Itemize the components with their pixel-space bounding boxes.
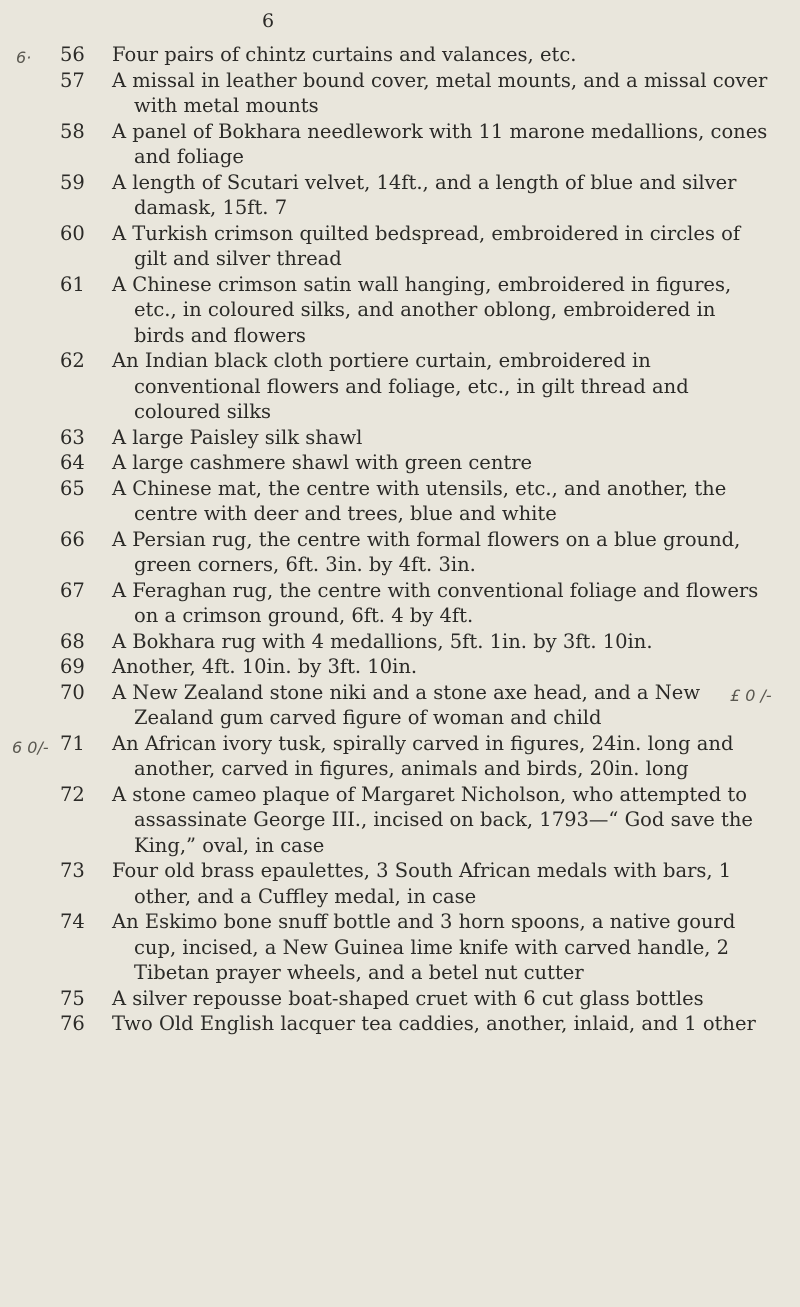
lot-entry	[60, 476, 780, 527]
lot-entry	[60, 680, 780, 731]
lot-text: An African ivory tusk, spirally carved in figures, 24in. long and another, carved in figures, animals and birds, 20in. long	[112, 731, 734, 780]
lot-text: A missal in leather bound cover, metal mounts, and a missal cover with metal mounts	[112, 68, 768, 117]
lot-description	[112, 450, 780, 476]
margin-note-71: £ 0 /-	[730, 686, 772, 705]
lot-number: 75	[60, 986, 85, 1010]
lot-text: A Chinese crimson satin wall hanging, embroidered in figures, etc., in coloured silks, and another oblong, embroidered in birds and flowers	[112, 272, 732, 347]
lot-text: A panel of Bokhara needlework with 11 marone medallions, cones and foliage	[112, 119, 768, 168]
lot-entry	[60, 578, 780, 629]
lot-entry	[60, 909, 780, 986]
lot-number: 56	[60, 43, 85, 66]
lot-entry	[60, 42, 780, 68]
margin-note-57: 6·	[16, 48, 32, 67]
lot-text: A large cashmere shawl with green centre	[112, 451, 533, 474]
lot-text: A Turkish crimson quilted bedspread, embroidered in circles of gilt and silver thread	[112, 221, 741, 270]
lot-number: 65	[60, 476, 85, 500]
lot-number: 63	[60, 425, 85, 449]
lot-text: A large Paisley silk shawl	[112, 425, 363, 449]
lot-description	[112, 527, 780, 578]
margin-note-72: 6 0/-	[12, 738, 49, 757]
lot-entry	[60, 450, 780, 476]
lot-entry	[60, 527, 780, 578]
lot-description	[112, 629, 780, 655]
lot-entry	[60, 654, 780, 680]
lot-number: 66	[60, 527, 85, 551]
lot-number: 61	[60, 272, 85, 296]
lot-description	[112, 782, 780, 859]
lot-number: 68	[60, 629, 85, 653]
lot-entry	[60, 221, 780, 272]
lot-description	[112, 42, 780, 68]
lot-text: Four pairs of chintz curtains and valances, etc.	[112, 43, 577, 66]
lot-text: A New Zealand stone niki and a stone axe head, and a New Zealand gum carved figure of woman and child	[112, 680, 701, 729]
lot-number: 74	[60, 910, 85, 933]
lot-entry	[60, 858, 780, 909]
lot-entry	[60, 629, 780, 655]
lot-description	[112, 476, 780, 527]
lot-description	[112, 578, 780, 629]
lot-entry	[60, 425, 780, 451]
lot-number: 64	[60, 451, 85, 474]
lot-entry	[60, 731, 780, 782]
lot-entry	[60, 782, 780, 859]
lot-entry	[60, 68, 780, 119]
lot-text: A length of Scutari velvet, 14ft., and a length of blue and silver damask, 15ft. 7	[112, 170, 737, 219]
lot-description	[112, 909, 780, 986]
lot-description	[112, 654, 780, 680]
lot-number: 71	[60, 731, 85, 755]
lot-entry	[60, 272, 780, 349]
lot-description	[112, 858, 780, 909]
lot-number: 60	[60, 221, 85, 245]
lot-entry	[60, 348, 780, 425]
lot-text: A silver repousse boat-shaped cruet with 6 cut glass bottles	[112, 986, 704, 1010]
lot-description	[112, 272, 780, 349]
lot-number: 72	[60, 782, 85, 806]
lot-list	[60, 42, 780, 1037]
lot-description	[112, 731, 780, 782]
lot-description	[112, 348, 780, 425]
lot-description	[112, 221, 780, 272]
lot-description	[112, 68, 780, 119]
lot-text: A Feraghan rug, the centre with conventional foliage and flowers on a crimson ground, 6ft. 4 by 4ft.	[112, 578, 759, 627]
lot-description	[112, 170, 780, 221]
lot-number: 59	[60, 170, 85, 194]
lot-entry	[60, 170, 780, 221]
lot-text: A Persian rug, the centre with formal flowers on a blue ground, green corners, 6ft. 3in. by 4ft. 3in.	[112, 527, 741, 576]
lot-number: 76	[60, 1012, 85, 1035]
lot-text: An Indian black cloth portiere curtain, embroidered in conventional flowers and foliage, etc., in gilt thread and coloured silks	[112, 349, 689, 423]
lot-text: A Bokhara rug with 4 medallions, 5ft. 1in. by 3ft. 10in.	[112, 629, 653, 653]
lot-description	[112, 680, 780, 731]
lot-number: 73	[60, 859, 85, 882]
lot-number: 62	[60, 349, 85, 372]
lot-number: 69	[60, 655, 85, 678]
lot-entry	[60, 119, 780, 170]
lot-text: An Eskimo bone snuff bottle and 3 horn spoons, a native gourd cup, incised, a New Guinea lime knife with carved handle, 2 Tibetan prayer wheels, and a betel nut cutter	[112, 910, 736, 984]
lot-text: Four old brass epaulettes, 3 South African medals with bars, 1 other, and a Cuffley medal, in case	[112, 859, 732, 908]
lot-description	[112, 1011, 780, 1037]
lot-number: 70	[60, 680, 85, 704]
lot-number: 58	[60, 119, 85, 143]
lot-number: 57	[60, 68, 85, 92]
lot-text: A Chinese mat, the centre with utensils, etc., and another, the centre with deer and trees, blue and white	[112, 476, 727, 525]
lot-text: Two Old English lacquer tea caddies, another, inlaid, and 1 other	[112, 1012, 756, 1035]
lot-text: Another, 4ft. 10in. by 3ft. 10in.	[112, 655, 418, 678]
page-number: 6	[262, 10, 276, 32]
lot-text: A stone cameo plaque of Margaret Nicholson, who attempted to assassinate George III., incised on back, 1793—“ God save the King,” oval, in case	[112, 782, 753, 857]
lot-description	[112, 986, 780, 1012]
lot-number: 67	[60, 578, 85, 602]
lot-description	[112, 425, 780, 451]
lot-description	[112, 119, 780, 170]
lot-entry	[60, 1011, 780, 1037]
lot-entry	[60, 986, 780, 1012]
